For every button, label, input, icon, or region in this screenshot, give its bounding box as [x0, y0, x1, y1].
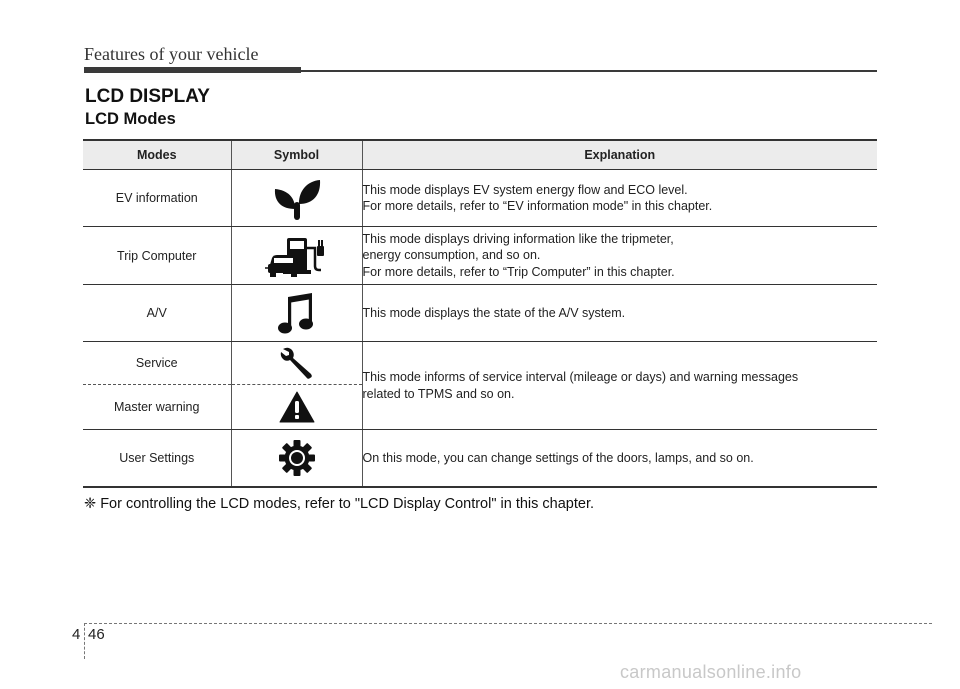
explanation-line: This mode displays EV system energy flow and ECO level.	[362, 182, 688, 197]
mode-name: Service	[83, 342, 231, 385]
explanation-line: energy consumption, and so on.	[362, 248, 541, 263]
watermark: carmanualsonline.info	[620, 662, 802, 682]
footer-rule	[84, 623, 932, 624]
table-row	[83, 170, 877, 227]
header-explanation: Explanation	[362, 140, 877, 170]
explanation-line: related to TPMS and so on.	[362, 386, 515, 401]
leaf-icon	[272, 176, 322, 220]
header-symbol: Symbol	[231, 140, 362, 170]
lcd-modes-table	[83, 139, 877, 488]
explanation-cell	[362, 170, 877, 227]
explanation-line: This mode informs of service interval (mileage or days) and warning messages	[362, 370, 799, 384]
mode-name: A/V	[83, 285, 231, 342]
symbol-cell	[231, 385, 362, 430]
explanation-cell	[362, 285, 877, 342]
table-header-row	[83, 140, 877, 170]
explanation-cell	[362, 227, 877, 285]
mode-name: User Settings	[83, 430, 231, 487]
section-subtitle: LCD Modes	[85, 110, 176, 128]
explanation-line: This mode displays driving information like the tripmeter,	[362, 231, 674, 246]
explanation-line: For more details, refer to “EV information mode" in this chapter.	[362, 199, 713, 213]
wrench-icon	[279, 345, 315, 381]
explanation-cell	[362, 430, 877, 487]
mode-name: EV information	[83, 170, 231, 227]
symbol-cell	[231, 227, 362, 285]
table-row	[83, 227, 877, 285]
header-bar	[84, 67, 301, 73]
table-row	[83, 430, 877, 487]
note-text: For controlling the LCD modes, refer to "LCD Display Control" in this chapter.	[100, 496, 595, 512]
mode-name: Master warning	[83, 385, 231, 430]
music-note-icon	[277, 291, 317, 335]
gear-icon	[278, 439, 316, 477]
header-title: Features of your vehicle	[84, 44, 259, 64]
section-title: LCD DISPLAY	[85, 86, 210, 107]
header-rule	[301, 70, 877, 72]
ev-charging-icon	[265, 234, 329, 278]
footer-divider	[84, 623, 85, 659]
explanation-line: This mode displays the state of the A/V system.	[362, 305, 626, 320]
symbol-cell	[231, 170, 362, 227]
mode-name: Trip Computer	[83, 227, 231, 285]
note-symbol: ❈	[84, 496, 97, 512]
symbol-cell	[231, 342, 362, 385]
warning-triangle-icon	[279, 391, 315, 423]
chapter-number: 4	[72, 626, 81, 643]
footnote	[84, 496, 594, 512]
page-number: 46	[88, 626, 105, 643]
header-modes: Modes	[83, 140, 231, 170]
explanation-line: For more details, refer to “Trip Computer” in this chapter.	[362, 264, 675, 279]
explanation-cell	[362, 342, 877, 430]
table-row	[83, 285, 877, 342]
symbol-cell	[231, 430, 362, 487]
explanation-line: On this mode, you can change settings of the doors, lamps, and so on.	[362, 450, 754, 465]
symbol-cell	[231, 285, 362, 342]
table-row	[83, 342, 877, 385]
